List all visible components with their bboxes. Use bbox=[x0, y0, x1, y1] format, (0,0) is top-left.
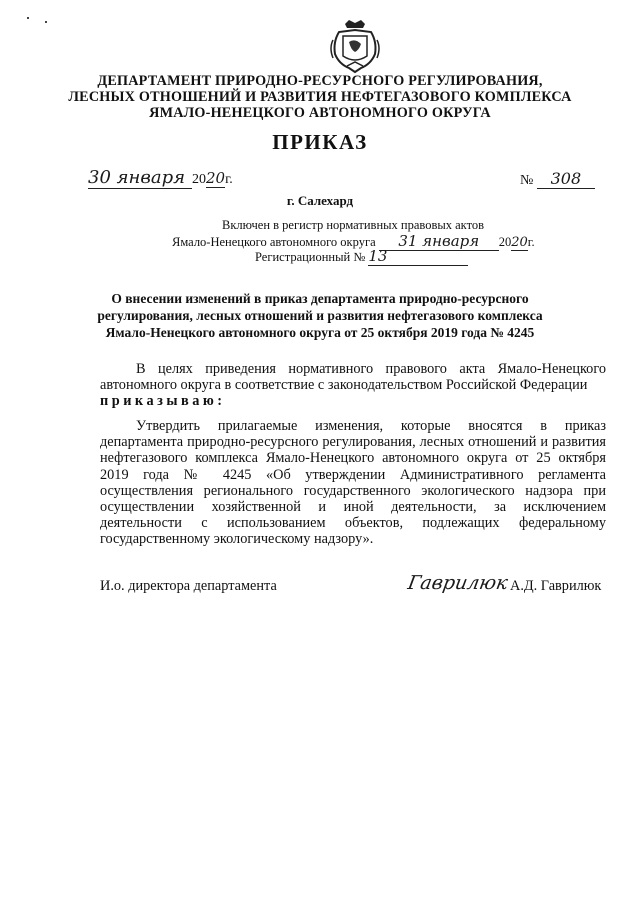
order-number-handwritten: 308 bbox=[537, 169, 595, 189]
scan-speck bbox=[45, 21, 47, 23]
body-paragraph-2 bbox=[100, 418, 606, 548]
order-date bbox=[88, 167, 258, 189]
header-line-3: ЯМАЛО-НЕНЕЦКОГО АВТОНОМНОГО ОКРУГА bbox=[149, 105, 491, 121]
registry-line-1: Включен в регистр нормативных правовых актов bbox=[222, 218, 485, 232]
body-paragraph-1-text: В целях приведения нормативного правового акта Ямало-Ненецкого автономного округа в соответствие с законодательством Российской Федерации bbox=[100, 361, 606, 394]
subject-line-2: регулирования, лесных отношений и развития нефтегазового комплекса bbox=[97, 308, 543, 323]
registry-number-label: Регистрационный № bbox=[255, 250, 366, 264]
department-header bbox=[0, 73, 640, 121]
header-line-1: ДЕПАРТАМЕНТ ПРИРОДНО-РЕСУРСНОГО РЕГУЛИРОВАНИЯ, bbox=[97, 73, 543, 89]
order-number-label: № bbox=[520, 173, 534, 188]
subject-line-1: О внесении изменений в приказ департамента природно-ресурсного bbox=[111, 291, 529, 306]
order-year-prefix: 20 bbox=[192, 172, 206, 187]
body-paragraph-2-text: Утвердить прилагаемые изменения, которые вносятся в приказ департамента природно-ресурсного регулирования, лесных отношений и развития нефтегазового комплекса Ямало-Ненецкого автономного округа от 25 октября 2019 года № 4245 «Об утверждении Административного регламента осуществления регионального государственного экологического надзора при осуществлении хозяйственной и иной деятельности, за исключением деятельности с использованием объектов, подлежащих федеральному государственному экологическому надзору». bbox=[100, 418, 606, 548]
registry-date-handwritten: 31 января bbox=[379, 232, 499, 251]
registry-prefix: Ямало-Ненецкого автономного округа bbox=[172, 235, 376, 249]
signatory-position: И.о. директора департамента bbox=[100, 578, 277, 594]
document-title: ПРИКАЗ bbox=[272, 130, 368, 154]
order-date-handwritten: 30 января bbox=[88, 167, 192, 189]
city: г. Салехард bbox=[286, 193, 354, 208]
subject-line-3: Ямало-Ненецкого автономного округа от 25 октября 2019 года № 4245 bbox=[105, 325, 535, 340]
order-word: приказываю: bbox=[100, 393, 226, 410]
registry-number-handwritten: 13 bbox=[368, 247, 468, 266]
body-paragraph-1 bbox=[100, 361, 606, 410]
order-year-suffix: г. bbox=[225, 172, 233, 187]
coat-of-arms-icon bbox=[329, 18, 381, 74]
order-subject bbox=[0, 290, 640, 341]
scan-speck bbox=[27, 17, 29, 19]
signatory-name: А.Д. Гаврилюк bbox=[510, 578, 602, 594]
handwritten-signature: Гаврилюк bbox=[406, 572, 510, 594]
header-line-2: ЛЕСНЫХ ОТНОШЕНИЙ И РАЗВИТИЯ НЕФТЕГАЗОВОГО КОМПЛЕКСА bbox=[68, 89, 572, 105]
order-number bbox=[520, 169, 610, 189]
order-year-handwritten: 20 bbox=[206, 169, 226, 187]
registry-year-suffix: г. bbox=[527, 235, 535, 249]
registry-number bbox=[255, 247, 468, 266]
registry-year-handwritten: 20 bbox=[511, 235, 528, 250]
registry-year-prefix: 20 bbox=[498, 235, 512, 249]
